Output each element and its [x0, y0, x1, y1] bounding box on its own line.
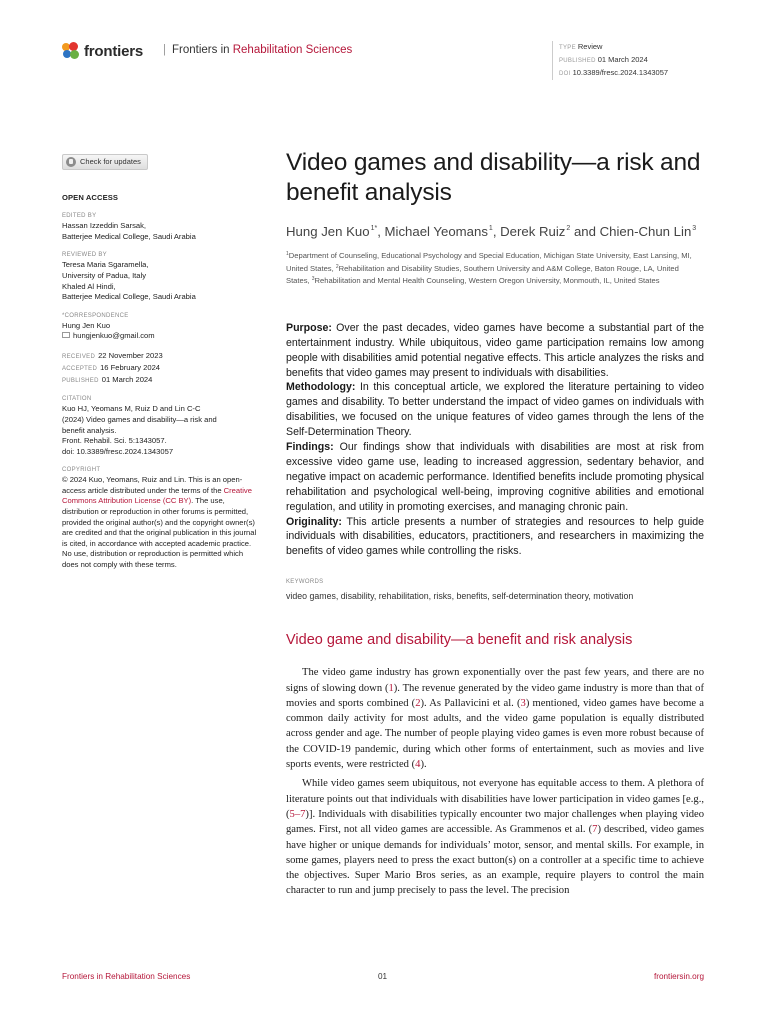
- author-name[interactable]: Hung Jen Kuo: [286, 224, 370, 239]
- check-for-updates-button[interactable]: Check for updates: [62, 154, 148, 170]
- received-date: 22 November 2023: [98, 350, 163, 360]
- body-paragraph: The video game industry has grown exponentially over the past few years, and there are no signs of slowing down (1). The revenue generated by the video game industry is more than that of movies and sports combined (2). As Pallavicini et al. (3) mentioned, video games have become a common daily activity for most adults, and the video game population is equally distributed across gender and age. The number of people playing video games is even more robust because of the COVID-19 pandemic, during which other forms of entertainment, such as movies and live sports events, were restricted (4).: [286, 667, 705, 771]
- article-title: Video games and disability—a risk and benefit analysis: [286, 149, 701, 206]
- citation-section: CITATION Kuo HJ, Yeomans M, Ruiz D and Lin C-C (2024) Video games and disability—a risk and benefit analysis. Front. Rehabil. Sci. 5:1343057. doi: 10.3389/fresc.2024.1343057: [62, 395, 262, 457]
- correspondence-section: *CORRESPONDENCE Hung Jen Kuo hungjenkuo@gmail.com: [62, 312, 262, 342]
- reference-link[interactable]: 7: [592, 824, 598, 836]
- doi-link[interactable]: 10.3389/fresc.2024.1343057: [572, 68, 669, 77]
- reference-link[interactable]: 5–7: [289, 808, 306, 820]
- journal-name[interactable]: | Frontiers in Rehabilitation Sciences: [163, 44, 353, 56]
- article-meta: TYPE Review PUBLISHED 01 March 2024 DOI 10.3389/fresc.2024.1343057: [552, 41, 668, 80]
- abstract-originality: Originality: This article presents a number of strategies and resources to help guide individuals with disabilities, educators, practitioners, and researchers in maximizing the benefits of video games while controlling the risks.: [286, 515, 704, 558]
- affiliations: $^1$Department of Counseling, Educational Psychology and Special Education, Michigan State University, East Lansing, MI, United States, $^2$Rehabilitation and Disability Studies, Southern University and A&M College, Baton Rouge, LA, United States, $^3$Rehabilitation and Mental Health Counseling, Western Oregon University, Monmouth, IL, United States: [286, 251, 692, 286]
- reviewer-line: Khaled Al Hindi,: [62, 281, 116, 291]
- accepted-date: 16 February 2024: [100, 362, 161, 372]
- citation-line: (2024) Video games and disability—a risk and: [62, 414, 217, 424]
- reference-link[interactable]: 3: [520, 697, 526, 709]
- citation-line: benefit analysis.: [62, 425, 117, 435]
- reviewed-by-section: REVIEWED BY Teresa Maria Sgaramella, University of Padua, Italy Khaled Al Hindi, Batterjee Medical College, Saudi Arabia: [62, 251, 262, 302]
- editor-line: Hassan Izzeddin Sarsak,: [62, 221, 146, 231]
- reference-link[interactable]: 1: [388, 682, 394, 694]
- edited-by-section: EDITED BY Hassan Izzeddin Sarsak, Batterjee Medical College, Saudi Arabia: [62, 212, 262, 242]
- editor-line: Batterjee Medical College, Saudi Arabia: [62, 231, 196, 241]
- article-sidebar: [62, 154, 262, 571]
- footer-journal[interactable]: Frontiers in Rehabilitation Sciences: [62, 972, 191, 981]
- abstract-methodology: Methodology: In this conceptual article, we explored the literature pertaining to video games and disability. To better understand the impact of video games on individuals with disabilities, we focused on the unique features of video games through the lens of the Self-Determination Theory.: [286, 381, 704, 439]
- article-type: Review: [577, 42, 603, 51]
- reviewer-line: Batterjee Medical College, Saudi Arabia: [62, 292, 196, 302]
- abstract-purpose: Purpose: Over the past decades, video games have become a substantial part of the entertainment industry. While ubiquitous, video game participation remains low among people with disabilities amid potential negative effects. This article analyzes the risks and benefits that video games may present to individuals with disabilities.: [286, 321, 704, 379]
- keywords: video games, disability, rehabilitation, risks, benefits, self-determination theory, motivation: [286, 591, 634, 602]
- correspondence-email[interactable]: hungjenkuo@gmail.com: [62, 331, 262, 342]
- section-heading: Video game and disability—a benefit and risk analysis: [286, 632, 633, 649]
- reference-link[interactable]: 2: [415, 697, 421, 709]
- author-name[interactable]: Chien-Chun Lin: [599, 224, 692, 239]
- body-text: [286, 665, 704, 898]
- citation-line: Kuo HJ, Yeomans M, Ruiz D and Lin C-C: [62, 404, 201, 414]
- body-paragraph: While video games seem ubiquitous, not everyone has equitable access to them. A plethora of literature points out that individuals with disabilities have lower participation in video games [e.g., (5–7)]. Individuals with disabilities typically encounter two major challenges when playing video games. First, not all video games are accessible. As Grammenos et al. (7) described, video games have higher or unique demands for individuals’ motor, sensor, and mental skills. For example, in some games, players need to press the exact button(s) on a controller at a specific time to achieve the objectives. Super Mario Bros series, as an example, require players to control the main character to run and jump precisely to pass the level. The precision: [286, 778, 705, 897]
- published-date: 01 March 2024: [597, 55, 648, 64]
- brand-name: frontiers: [84, 42, 144, 60]
- dates-section: RECEIVED 22 November 2023 ACCEPTED 16 February 2024 PUBLISHED 01 March 2024: [62, 350, 163, 384]
- abstract-findings: Findings: Our findings show that individuals with disabilities are most at risk from excessive video game use, leading to increased aggression, sedentary behavior, and negative impact on academic performance. Identified benefits include promoting physical rehabilitation and psychological well-being, improving cognitive abilities and emotional regulation, and utility in promoting exercises, and managing chronic pain.: [286, 441, 704, 513]
- keywords-label: KEYWORDS: [286, 579, 324, 586]
- cc-license-link[interactable]: Creative Commons Attribution License (CC BY): [62, 485, 252, 506]
- journal-title: Rehabilitation Sciences: [232, 44, 353, 56]
- reviewer-line: Teresa Maria Sgaramella,: [62, 260, 149, 270]
- page-footer: [62, 972, 704, 986]
- page-number: 01: [378, 972, 388, 981]
- citation-line: doi: 10.3389/fresc.2024.1343057: [62, 446, 174, 456]
- author-name[interactable]: Michael Yeomans: [384, 224, 488, 239]
- reviewer-line: University of Padua, Italy: [62, 270, 146, 280]
- citation-line: Front. Rehabil. Sci. 5:1343057.: [62, 436, 167, 446]
- correspondence-name: Hung Jen Kuo: [62, 320, 111, 330]
- mail-icon: [62, 332, 70, 338]
- abstract: [286, 321, 704, 560]
- footer-site-link[interactable]: frontiersin.org: [653, 972, 704, 981]
- frontiers-logo-icon: [62, 42, 80, 60]
- article-main: [286, 148, 704, 903]
- author-name[interactable]: Derek Ruiz: [500, 224, 566, 239]
- page-header: [62, 40, 710, 80]
- updates-icon: [66, 157, 76, 167]
- frontiers-logo[interactable]: [62, 42, 143, 60]
- copyright-section: COPYRIGHT © 2024 Kuo, Yeomans, Ruiz and Lin. This is an open-access article distributed under the terms of the Creative Commons Attribution License (CC BY). The use, distribution or reproduction in other forums is permitted, provided the original author(s) and the copyright owner(s) are credited and that the original publication in this journal is cited, in accordance with accepted academic practice. No use, distribution or reproduction is permitted which does not comply with these terms.: [62, 467, 257, 570]
- copyright-text: © 2024 Kuo, Yeomans, Ruiz and Lin. This is an open-access article distributed under the terms of the Creative Commons Attribution License (CC BY). The use, distribution or reproduction in other forums is permitted, provided the original author(s) and the copyright owner(s) are credited and that the original publication in this journal is cited, in accordance with accepted academic practice. No use, distribution or reproduction is permitted which does not comply with these terms.: [62, 475, 257, 570]
- reference-link[interactable]: 4: [415, 759, 421, 771]
- open-access-label: OPEN ACCESS: [62, 192, 119, 202]
- published-date: 01 March 2024: [101, 374, 153, 384]
- author-list: Hung Jen Kuo$^{1*}$, Michael Yeomans$^1$, Derek Ruiz$^2$ and Chien-Chun Lin$^3$: [286, 224, 697, 239]
